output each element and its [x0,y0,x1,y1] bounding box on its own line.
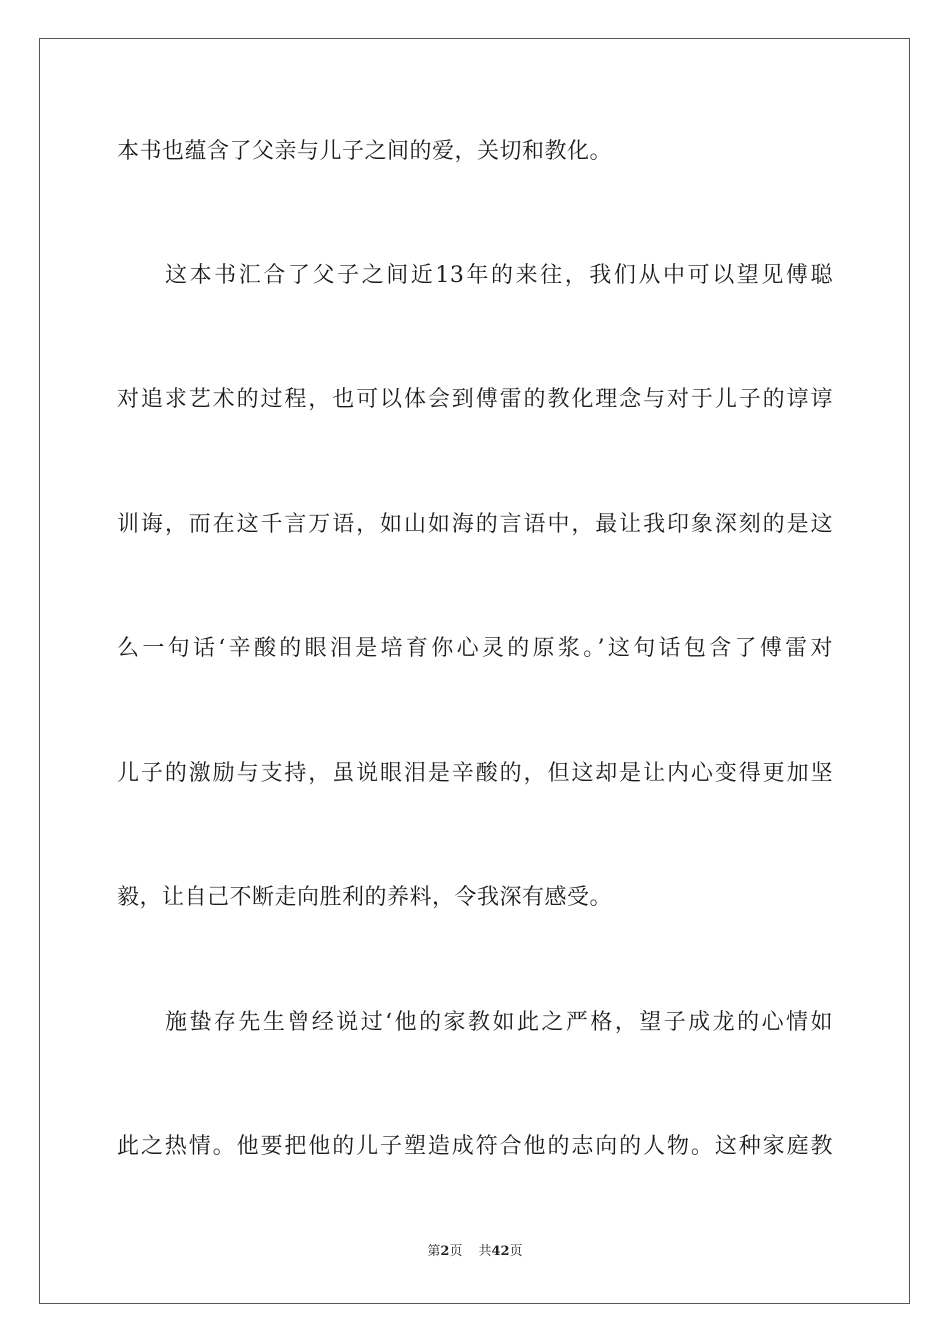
text-line-5: 么一句话‘辛酸的眼泪是培育你心灵的原浆。’这句话包含了傅雷对 [117,636,833,661]
text-line-7: 毅，让自己不断走向胜利的养料，令我深有感受。 [117,885,613,910]
text-line-3: 对追求艺术的过程，也可以体会到傅雷的教化理念与对于儿子的谆谆 [117,387,833,412]
text-line-4: 训诲，而在这千言万语，如山如海的言语中，最让我印象深刻的是这 [117,512,833,537]
footer-page-prefix: 第 [427,1244,441,1259]
text-line-8: 施蛰存先生曾经说过‘他的家教如此之严格，望子成龙的心情如 [165,1010,833,1035]
text-line-1: 本书也蕴含了父亲与儿子之间的爱，关切和教化。 [117,139,613,164]
page-border [39,38,910,1304]
text-line-6: 儿子的激励与支持，虽说眼泪是辛酸的，但这却是让内心变得更加坚 [117,761,833,786]
footer-page-number: 2 [440,1244,450,1259]
text-line-2: 这本书汇合了父子之间近13年的来往，我们从中可以望见傅聪 [165,263,833,288]
footer-page-suffix: 页 [449,1244,463,1259]
page-footer [0,1243,950,1261]
text-line-9: 此之热情。他要把他的儿子塑造成符合他的志向的人物。这种家庭教 [117,1134,833,1159]
footer-total-suffix: 页 [509,1244,523,1259]
footer-total-pages: 42 [491,1244,510,1259]
footer-total-prefix: 共 [478,1244,492,1259]
